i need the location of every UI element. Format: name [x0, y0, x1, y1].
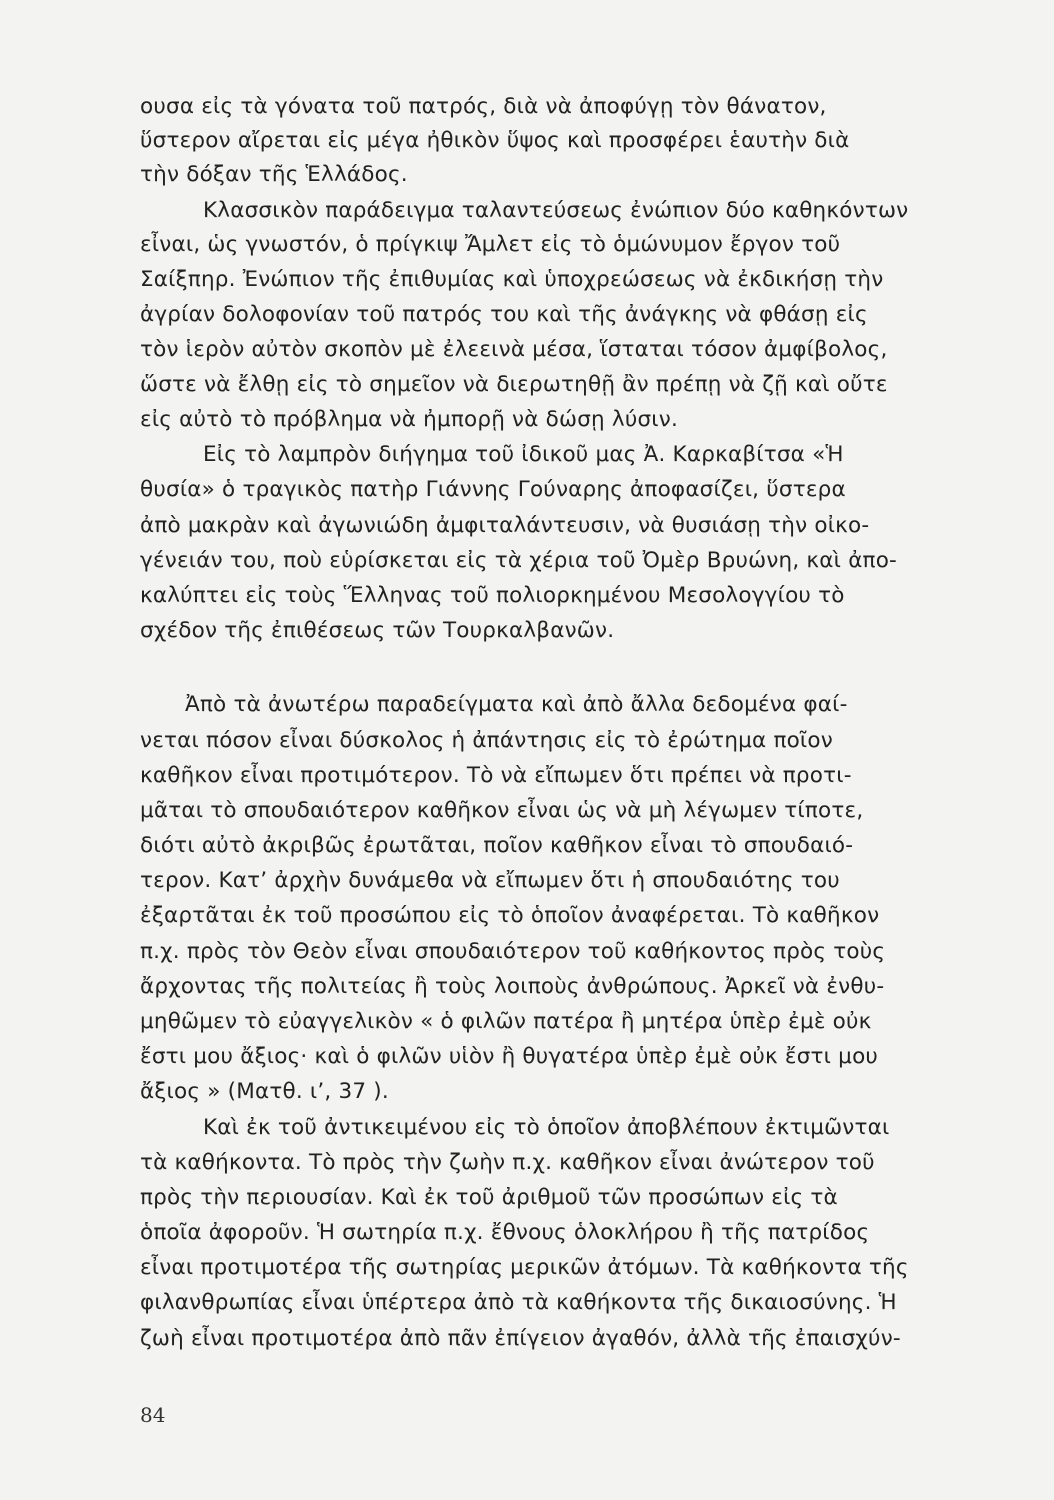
text-line: νεται πόσον εἶναι δύσκολος ἡ ἀπάντησις εἰς τὸ ἐρώτημα ποῖον — [140, 728, 833, 753]
text-line: τερον. Κατ’ ἀρχὴν δυνάμεθα νὰ εἴπωμεν ὅτι ἡ σπουδαιότης του — [140, 868, 840, 893]
text-line: ἀπὸ μακρὰν καὶ ἀγωνιώδη ἀμφιταλάντευσιν, νὰ θυσιάσῃ τὴν οἰκο- — [140, 513, 870, 538]
text-line: φιλανθρωπίας εἶναι ὑπέρτερα ἀπὸ τὰ καθήκοντα τῆς δικαιοσύνης. Ἡ — [140, 1290, 897, 1315]
text-line: τὰ καθήκοντα. Τὸ πρὸς τὴν ζωὴν π.χ. καθῆκον εἶναι ἀνώτερον τοῦ — [140, 1150, 875, 1175]
text-line: ζωὴ εἶναι προτιμοτέρα ἀπὸ πᾶν ἐπίγειον ἀγαθόν, ἀλλὰ τῆς ἐπαισχύν- — [140, 1326, 901, 1351]
text-line: γένειάν του, ποὺ εὑρίσκεται εἰς τὰ χέρια τοῦ Ὀμὲρ Βρυώνη, καὶ ἀπο- — [140, 548, 898, 573]
text-line: μᾶται τὸ σπουδαιότερον καθῆκον εἶναι ὡς νὰ μὴ λέγωμεν τίποτε, — [140, 798, 864, 823]
text-line: θυσία» ὁ τραγικὸς πατὴρ Γιάννης Γούναρης ἀποφασίζει, ὕστερα — [140, 477, 846, 502]
text-line: τὸν ἱερὸν αὐτὸν σκοπὸν μὲ ἐλεεινὰ μέσα, ἵσταται τόσον ἀμφίβολος, — [140, 337, 888, 362]
page-number: 84 — [140, 1403, 166, 1427]
text-line: σχέδον τῆς ἐπιθέσεως τῶν Τουρκαλβανῶν. — [140, 618, 615, 643]
text-line: Σαίξπηρ. Ἐνώπιον τῆς ἐπιθυμίας καὶ ὑποχρεώσεως νὰ ἐκδικήσῃ τὴν — [140, 267, 884, 292]
text-line: διότι αὐτὸ ἀκριβῶς ἐρωτᾶται, ποῖον καθῆκον εἶναι τὸ σπουδαιό- — [140, 833, 854, 858]
text-line: ἀγρίαν δολοφονίαν τοῦ πατρός του καὶ τῆς ἀνάγκης νὰ φθάσῃ εἰς — [140, 302, 868, 327]
text-line: πρὸς τὴν περιουσίαν. Καὶ ἐκ τοῦ ἀριθμοῦ τῶν προσώπων εἰς τὰ — [140, 1185, 838, 1210]
text-line: εἶναι προτιμοτέρα τῆς σωτηρίας μερικῶν ἀτόμων. Τὰ καθήκοντα τῆς — [140, 1255, 909, 1280]
text-line: Καὶ ἐκ τοῦ ἀντικειμένου εἰς τὸ ὁποῖον ἀποβλέπουν ἐκτιμῶνται — [203, 1115, 890, 1140]
text-line: Κλασσικὸν παράδειγμα ταλαντεύσεως ἐνώπιον δύο καθηκόντων — [203, 198, 909, 223]
text-line: μηθῶμεν τὸ εὐαγγελικὸν « ὁ φιλῶν πατέρα ἢ μητέρα ὑπὲρ ἐμὲ οὐκ — [140, 1009, 872, 1034]
text-line: ἔστι μου ἄξιος· καὶ ὁ φιλῶν υἱὸν ἢ θυγατέρα ὑπὲρ ἐμὲ οὐκ ἔστι μου — [140, 1044, 879, 1069]
text-line: εἰς αὐτὸ τὸ πρόβλημα νὰ ἠμπορῇ νὰ δώσῃ λύσιν. — [140, 407, 679, 432]
text-line: π.χ. πρὸς τὸν Θεὸν εἶναι σπουδαιότερον τοῦ καθήκοντος πρὸς τοὺς — [140, 939, 886, 964]
text-line: ἐξαρτᾶται ἐκ τοῦ προσώπου εἰς τὸ ὁποῖον ἀναφέρεται. Τὸ καθῆκον — [140, 903, 880, 928]
text-line: καθῆκον εἶναι προτιμότερον. Τὸ νὰ εἴπωμεν ὅτι πρέπει νὰ προτι- — [140, 763, 852, 788]
text-line: τὴν δόξαν τῆς Ἑλλάδος. — [140, 162, 408, 187]
text-line: καλύπτει εἰς τοὺς Ἕλληνας τοῦ πολιορκημένου Μεσολογγίου τὸ — [140, 583, 845, 608]
text-line: εἶναι, ὡς γνωστόν, ὁ πρίγκιψ Ἄμλετ εἰς τὸ ὁμώνυμον ἔργον τοῦ — [140, 232, 841, 257]
text-line: Ἀπὸ τὰ ἀνωτέρω παραδείγματα καὶ ἀπὸ ἄλλα δεδομένα φαί- — [185, 692, 848, 717]
text-line: ἄρχοντας τῆς πολιτείας ἢ τοὺς λοιποὺς ἀνθρώπους. Ἀρκεῖ νὰ ἐνθυ- — [140, 974, 885, 999]
text-line: ὕστερον αἴρεται εἰς μέγα ἠθικὸν ὕψος καὶ προσφέρει ἑαυτὴν διὰ — [140, 128, 850, 153]
text-line: ἄξιος » (Ματθ. ι’, 37 ). — [140, 1079, 389, 1104]
text-line: ὁποῖα ἀφοροῦν. Ἡ σωτηρία π.χ. ἔθνους ὁλοκλήρου ἢ τῆς πατρίδος — [140, 1220, 870, 1245]
text-line: ουσα εἰς τὰ γόνατα τοῦ πατρός, διὰ νὰ ἀποφύγῃ τὸν θάνατον, — [140, 94, 827, 119]
text-line: Εἰς τὸ λαμπρὸν διήγημα τοῦ ἰδικοῦ μας Ἀ. Καρκαβίτσα «Ἡ — [203, 442, 844, 467]
text-line: ὥστε νὰ ἔλθῃ εἰς τὸ σημεῖον νὰ διερωτηθῇ ἂν πρέπῃ νὰ ζῇ καὶ οὔτε — [140, 372, 888, 397]
